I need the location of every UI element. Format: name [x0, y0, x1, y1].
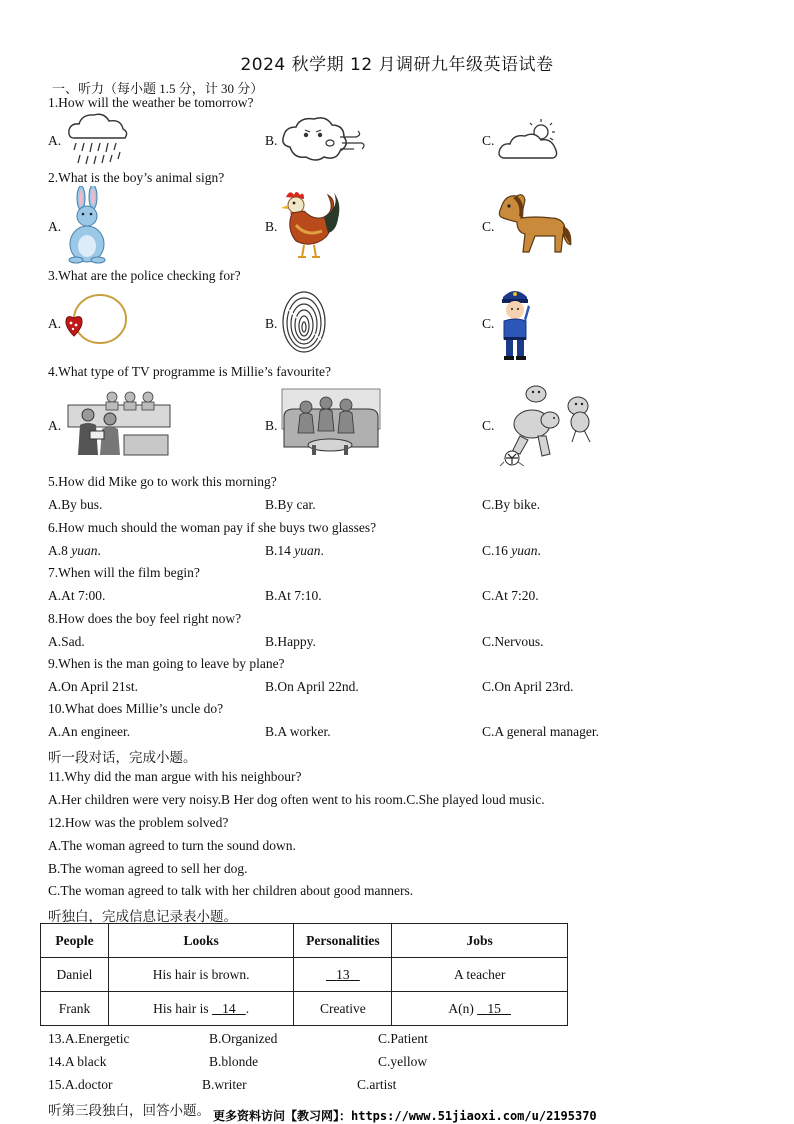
option-b: B.Happy. — [265, 634, 316, 649]
option-b: B.A worker. — [265, 724, 331, 739]
option-c: C.A general manager. — [482, 724, 599, 739]
answer-blank-14[interactable]: 14 — [222, 1000, 236, 1016]
rain-cloud-icon — [66, 110, 130, 168]
option-a: A.8 yuan. — [48, 543, 101, 558]
option-a: A.An engineer. — [48, 724, 131, 739]
talk-show-icon — [66, 385, 172, 459]
necklace-icon — [62, 292, 130, 350]
option-a-label: A. — [48, 418, 62, 433]
page-title: 2024 秋学期 12 月调研九年级英语试卷 — [240, 55, 554, 75]
table-cell: His hair is 14 . — [108, 992, 294, 1026]
option-b: B.writer — [202, 1077, 247, 1092]
option-b-label: B. — [265, 418, 278, 433]
table-cell: Frank — [41, 992, 109, 1026]
question-12: 12.How was the problem solved? — [48, 815, 229, 830]
question-7: 7.When will the film begin? — [48, 565, 200, 580]
option-c-label: C. — [482, 418, 495, 433]
table-cell: A(n) 15 — [392, 992, 568, 1026]
footer-link[interactable]: 更多资料访问【教习网】：https://www.51jiaoxi.com/u/2195370 — [213, 1109, 597, 1123]
option-c: C.By bike. — [482, 497, 541, 512]
option-a-label: A. — [48, 219, 62, 234]
question-11: 11.Why did the man argue with his neighbour? — [48, 769, 302, 784]
question-1: 1.How will the weather be tomorrow? — [48, 95, 254, 110]
option-c: C.artist — [357, 1077, 397, 1092]
option-a: A.Sad. — [48, 634, 85, 649]
option-c: C.16 yuan. — [482, 543, 541, 558]
option-c: C.Patient — [378, 1031, 428, 1046]
option-c: C.Nervous. — [482, 634, 544, 649]
option-b-label: B. — [265, 316, 278, 331]
option-a: A.The woman agreed to turn the sound down. — [48, 838, 296, 853]
question-8: 8.How does the boy feel right now? — [48, 611, 242, 626]
option-b: B.blonde — [209, 1054, 259, 1069]
table-cell: Daniel — [41, 958, 109, 992]
question-9: 9.When is the man going to leave by plane? — [48, 656, 285, 671]
section-heading-listening: 一、听力（每小题 1.5 分，计 30 分） — [52, 81, 264, 96]
option-b: B.14 yuan. — [265, 543, 324, 558]
option-a: 15.A.doctor — [48, 1077, 113, 1092]
option-b: B.By car. — [265, 497, 316, 512]
section-three-instruction: 听第三段独白，回答小题。 — [48, 1103, 210, 1118]
option-b: B.On April 22nd. — [265, 679, 359, 694]
option-a: A.On April 21st. — [48, 679, 139, 694]
option-c-label: C. — [482, 133, 495, 148]
option-c: C.On April 23rd. — [482, 679, 574, 694]
option-c: C.At 7:20. — [482, 588, 539, 603]
question-6: 6.How much should the woman pay if she buys two glasses? — [48, 520, 377, 535]
table-row — [41, 992, 568, 1026]
horse-icon — [495, 190, 575, 258]
question-11-options: A.Her children were very noisy.B Her dog often went to his room.C.She played loud music. — [48, 792, 545, 807]
table-header: Looks — [108, 924, 294, 958]
option-a: 14.A black — [48, 1054, 107, 1069]
option-b: B.The woman agreed to sell her dog. — [48, 861, 248, 876]
rooster-icon — [278, 187, 342, 261]
table-cell[interactable] — [294, 958, 392, 992]
question-10: 10.What does Millie’s uncle do? — [48, 701, 224, 716]
question-2: 2.What is the boy’s animal sign? — [48, 170, 225, 185]
dialogue-instruction: 听一段对话，完成小题。 — [48, 750, 197, 765]
table-cell: His hair is brown. — [108, 958, 294, 992]
option-c-label: C. — [482, 316, 495, 331]
sun-cloud-icon — [497, 118, 561, 162]
cartoon-icon — [498, 380, 608, 466]
question-4: 4.What type of TV programme is Millie’s favourite? — [48, 364, 331, 379]
table-instruction: 听独白，完成信息记录表小题。 — [48, 909, 237, 924]
info-record-table — [40, 923, 568, 1026]
option-a-label: A. — [48, 133, 62, 148]
rabbit-icon — [62, 186, 112, 264]
option-c-label: C. — [482, 219, 495, 234]
table-header: People — [41, 924, 109, 958]
option-c: C.The woman agreed to talk with her children about good manners. — [48, 883, 414, 898]
table-header-row — [41, 924, 568, 958]
option-b-label: B. — [265, 133, 278, 148]
option-a: A.By bus. — [48, 497, 103, 512]
option-b-label: B. — [265, 219, 278, 234]
sitcom-icon — [280, 387, 382, 457]
table-row — [41, 958, 568, 992]
option-b: B.Organized — [209, 1031, 278, 1046]
table-cell: A teacher — [392, 958, 568, 992]
question-5: 5.How did Mike go to work this morning? — [48, 474, 277, 489]
option-b: B.At 7:10. — [265, 588, 322, 603]
question-3: 3.What are the police checking for? — [48, 268, 241, 283]
option-a: A.At 7:00. — [48, 588, 106, 603]
wind-icon — [280, 115, 368, 165]
policeman-icon — [498, 285, 532, 361]
fingerprint-icon — [281, 290, 327, 354]
table-header: Personalities — [294, 924, 392, 958]
table-cell: Creative — [294, 992, 392, 1026]
option-c: C.yellow — [378, 1054, 428, 1069]
option-a-label: A. — [48, 316, 62, 331]
answer-blank-13[interactable]: 13 — [336, 966, 350, 982]
option-a: 13.A.Energetic — [48, 1031, 130, 1046]
answer-blank-15[interactable]: 15 — [487, 1000, 501, 1016]
table-header: Jobs — [392, 924, 568, 958]
